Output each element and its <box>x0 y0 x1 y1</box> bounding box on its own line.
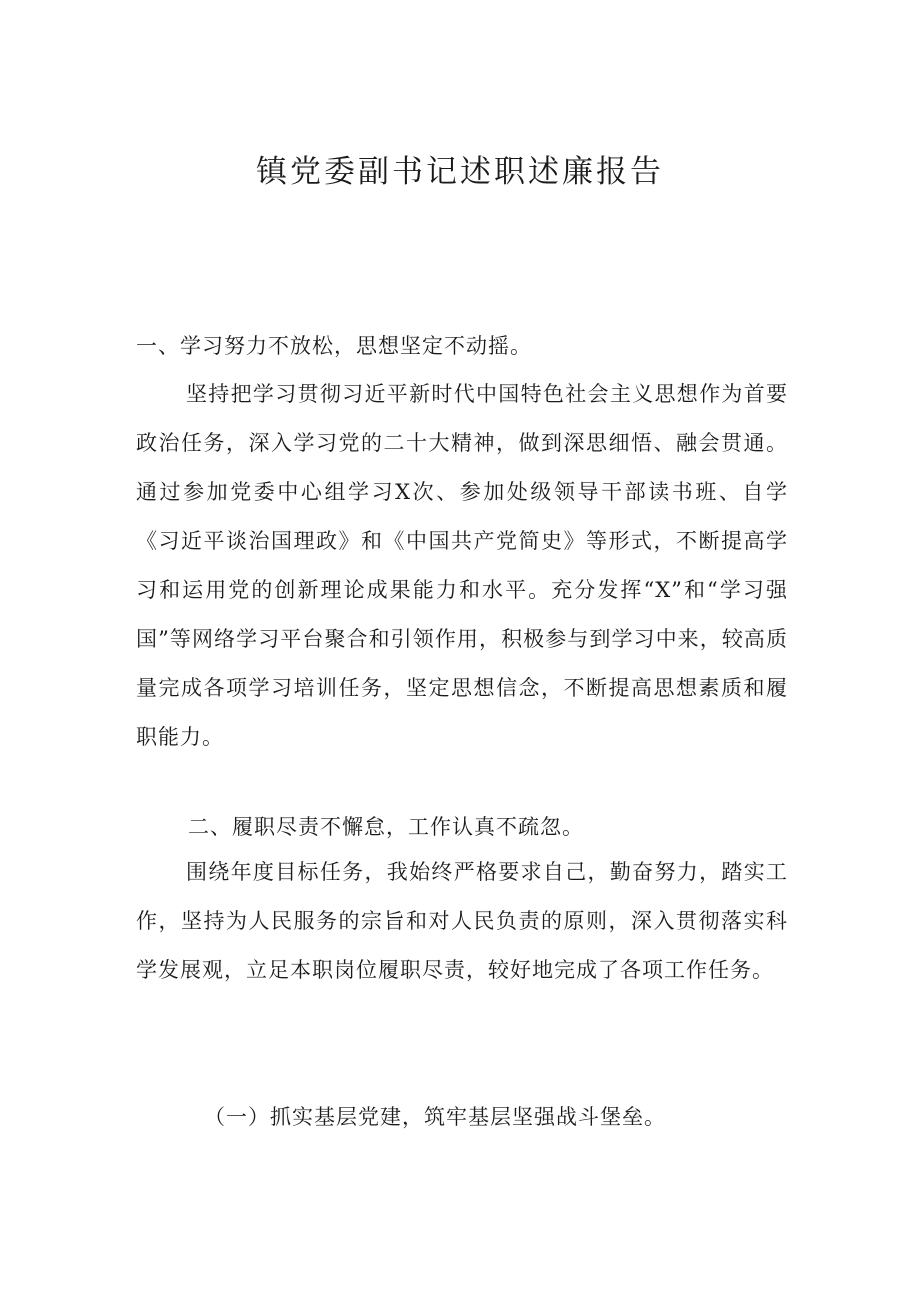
document-title: 镇党委副书记述职述廉报告 <box>256 154 664 190</box>
section-1-heading: 一、学习努力不放松，思想坚定不动摇。 <box>136 334 532 358</box>
section-2-paragraph: 围绕年度目标任务，我始终严格要求自己，勤奋努力，踏实工作，坚持为人民服务的宗旨和对人民负责的原则，深入贯彻落实科学发展观，立足本职岗位履职尽责，较好地完成了各项工作任务。 <box>136 860 788 982</box>
section-1-paragraph: 坚持把学习贯彻习近平新时代中国特色社会主义思想作为首要政治任务，深入学习党的二十大精神，做到深思细悟、融会贯通。通过参加党委中心组学习X次、参加处级领导干部读书班、自学《习近平谈治国理政》和《中国共产党简史》等形式，不断提高学习和运用党的创新理论成果能力和水平。充分发挥“X”和“学习强国”等网络学习平台聚合和引领作用，积极参与到学习中来，较高质量完成各项学习培训任务，坚定思想信念，不断提高思想素质和履职能力。 <box>136 382 788 749</box>
subsection-1-heading: （一）抓实基层党建，筑牢基层坚强战斗堡垒。 <box>204 1105 666 1129</box>
section-2-heading: 二、履职尽责不懈怠，工作认真不疏忽。 <box>188 815 584 839</box>
